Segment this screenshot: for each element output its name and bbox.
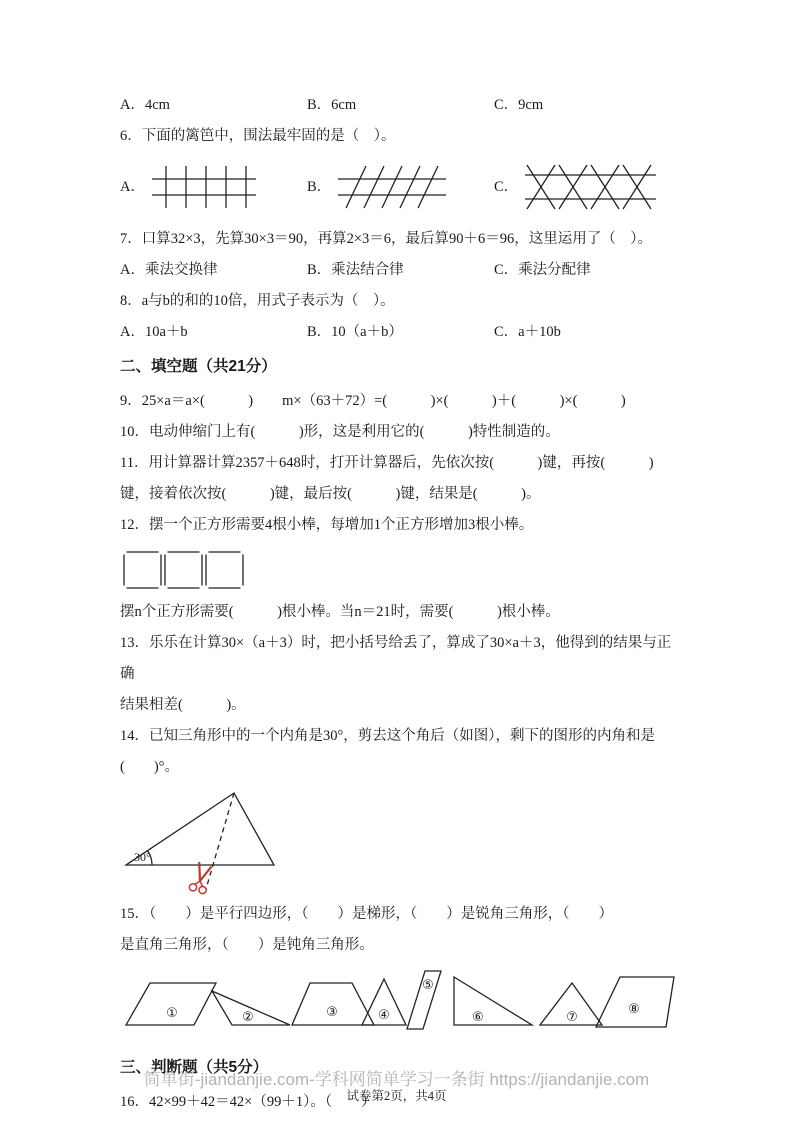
- q7-option-b: B．乘法结合律: [307, 262, 404, 278]
- fence-slant-figure: [336, 163, 448, 211]
- shapes-figure: [120, 969, 680, 1035]
- q8-option-a: A．10a＋b: [120, 324, 188, 340]
- q14-stem: 14．已知三角形中的一个内角是30°，剪去这个角后（如图），剩下的图形的内角和是( )°。: [120, 728, 656, 775]
- fence-cross-figure: [523, 163, 658, 211]
- q6-fence-option-b: [307, 163, 494, 211]
- fence-c-label: C．: [494, 178, 519, 195]
- section-title-judge: 三、判断题（共5分）: [120, 1059, 269, 1076]
- stick-square-3: [206, 552, 243, 588]
- shape-number-5: ⑤: [422, 978, 434, 993]
- q7-options-row: [120, 255, 682, 286]
- q11-line-2: 键，接着依次按( )键，最后按( )键，结果是( )。: [120, 486, 541, 502]
- q7-stem: 7．口算32×3，先算30×3＝90，再算2×3＝6，最后算90＋6＝96，这里运用了（ ）。: [120, 231, 653, 247]
- q7-option-a: A．乘法交换律: [120, 262, 218, 278]
- fence-b-label: B．: [307, 178, 332, 195]
- q13-line-2: 结果相差( )。: [120, 697, 246, 713]
- q15-line-2: 是直角三角形，（ ）是钝角三角形。: [120, 937, 374, 953]
- q12-blank-line: 摆n个正方形需要( )根小棒。当n＝21时，需要( )根小棒。: [120, 604, 560, 620]
- shape-number-2: ②: [242, 1010, 254, 1025]
- footer-page-number: 试卷第2页，共4页: [346, 1089, 447, 1103]
- q6-fence-options: [120, 156, 682, 218]
- scissors-icon: [189, 861, 214, 894]
- shape-right-triangle-6: [454, 977, 532, 1025]
- q8-options-row: [120, 317, 682, 348]
- q6-stem: 6．下面的篱笆中，围法最牢固的是（ ）。: [120, 128, 396, 144]
- q5-option-a: A．4cm: [120, 97, 170, 113]
- q5-option-c: C．9cm: [494, 97, 544, 113]
- q7-option-c: C．乘法分配律: [494, 262, 591, 278]
- shape-number-8: ⑧: [628, 1002, 640, 1017]
- shape-number-6: ⑥: [472, 1010, 484, 1025]
- q8-stem: 8．a与b的和的10倍，用式子表示为（ ）。: [120, 293, 395, 309]
- exam-content: [120, 90, 682, 1118]
- q16-line: 16．42×99＋42＝42×（99＋1）。（ ）: [120, 1094, 376, 1110]
- cut-dashed-line: [206, 793, 234, 889]
- q8-option-b: B．10（a＋b）: [307, 324, 403, 340]
- fence-a-label: A．: [120, 178, 145, 195]
- shape-number-1: ①: [166, 1006, 178, 1021]
- shape-number-3: ③: [326, 1005, 338, 1020]
- shape-number-7: ⑦: [566, 1010, 578, 1025]
- stick-square-2: [165, 552, 202, 588]
- triangle-cut-figure: [122, 785, 297, 897]
- q9-line: 9．25×a＝a×( ) m×（63＋72）=( )×( )＋( )×( ): [120, 393, 626, 409]
- q5-options-row: [120, 90, 682, 121]
- stick-square-1: [124, 552, 161, 588]
- angle-label: 30°: [134, 850, 151, 864]
- section-title-fill-in: 二、填空题（共21分）: [120, 358, 277, 375]
- shape-number-4: ④: [378, 1008, 390, 1023]
- q11-line-1: 11．用计算器计算2357＋648时，打开计算器后，先依次按( )键，再按( ): [120, 455, 654, 471]
- q6-fence-option-c: [494, 163, 682, 211]
- q15-line-1: 15．（ ）是平行四边形，（ ）是梯形，（ ）是锐角三角形，（ ）: [120, 906, 613, 922]
- stick-squares-figure: [122, 549, 244, 591]
- q8-option-c: C．a＋10b: [494, 324, 561, 340]
- q13-line-1: 13．乐乐在计算30×（a＋3）时，把小括号给丢了，算成了30×a＋3，他得到的结果与正确: [120, 635, 672, 682]
- q10-line: 10．电动伸缩门上有( )形，这是利用它的( )特性制造的。: [120, 424, 560, 440]
- q12-stem: 12．摆一个正方形需要4根小棒，每增加1个正方形增加3根小棒。: [120, 517, 534, 533]
- q5-option-b: B．6cm: [307, 97, 357, 113]
- fence-grid-figure: [150, 163, 258, 211]
- q6-fence-option-a: [120, 163, 307, 211]
- footer-watermark: 简单街-jiandanjie.com-学科网简单学习一条街 https://jiandanjie.com: [143, 1070, 650, 1089]
